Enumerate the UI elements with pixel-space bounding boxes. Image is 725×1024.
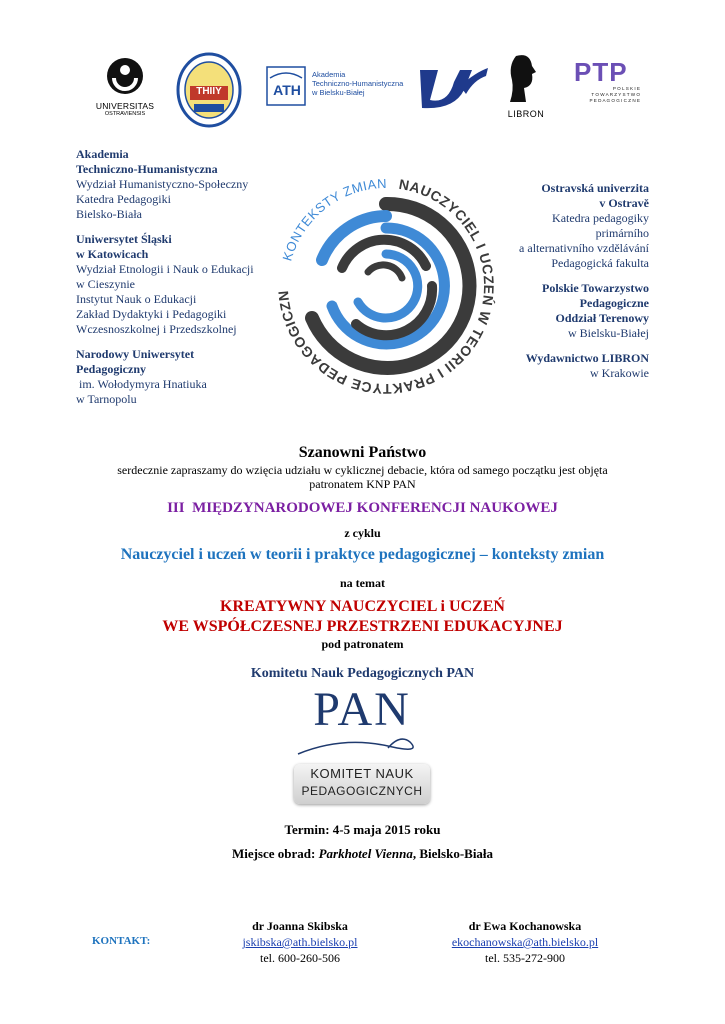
right-org1-name2: v Ostravě (599, 196, 649, 210)
patronage-label: pod patronatem (321, 637, 404, 651)
contact-1-tel: tel. 600-260-506 (260, 951, 340, 965)
logo-tnpu (176, 52, 242, 128)
contact-person-2 (420, 918, 630, 966)
right-org2-name: Polskie Towarzystwo (541, 281, 649, 295)
committee-name: Komitetu Nauk Pedagogicznych PAN (250, 666, 475, 681)
right-org1-line: primárního (595, 226, 649, 240)
pan-logo-mark: PAN (313, 683, 411, 736)
right-org2-line: w Bielsku-Białej (568, 326, 649, 340)
invite-line2: patronatem KNP PAN (309, 477, 416, 491)
contact-1-email[interactable]: jskibska@ath.bielsko.pl (242, 935, 358, 949)
pan-swash-icon (292, 732, 432, 762)
logo-ath (266, 66, 416, 106)
contact-label: KONTAKT: (92, 935, 151, 947)
conference-emblem (276, 176, 496, 396)
contact-person-1 (200, 918, 400, 966)
emblem-ring-text: NAUCZYCIEL I UCZEŃ W TEORII I PRAKTYCE PEDAGOGICZN (276, 176, 496, 396)
libron-head-icon (502, 52, 550, 104)
uo-name: UNIVERSITAS (95, 101, 155, 111)
conference-title: III MIĘDZYNARODOWEJ KONFERENCJI NAUKOWEJ (167, 500, 558, 516)
contact-1-name: dr Joanna Skibska (252, 919, 348, 933)
uo-emblem-icon (92, 56, 158, 96)
right-org2-name3: Oddział Terenowy (555, 311, 649, 325)
left-org2-name2: w Katowicach (76, 247, 149, 261)
left-org2-line: Zakład Dydaktyki i Pedagogiki (76, 307, 227, 321)
left-org2-line: Wydział Etnologii i Nauk o Edukacji (76, 262, 254, 276)
greeting: Szanowni Państwo (298, 444, 427, 461)
ptp-mark: PTP (574, 57, 628, 87)
us-swoosh-icon (414, 62, 492, 112)
left-organizers (76, 147, 276, 407)
left-org2-line: w Cieszynie (76, 277, 135, 291)
left-org1-line: Bielsko-Biała (76, 207, 142, 221)
left-org2-name: Uniwersytet Śląski (76, 232, 172, 246)
venue (0, 846, 725, 862)
left-org3-line: w Tarnopolu (76, 392, 137, 406)
left-org1-line: Wydział Humanistyczno-Społeczny (76, 177, 249, 191)
right-org1-name: Ostravská univerzita (541, 181, 649, 195)
left-org1-line: Katedra Pedagogiki (76, 192, 171, 206)
left-org1-name2: Techniczno-Humanistyczna (76, 162, 218, 176)
emblem-ring-text2: KONTEKSTY ZMIAN (279, 176, 388, 263)
logo-universitas-ostraviensis (92, 56, 158, 116)
venue-label: Miejsce obrad: (231, 846, 319, 861)
contact-2-name: dr Ewa Kochanowska (468, 919, 582, 933)
cycle-label: z cyklu (344, 526, 381, 540)
right-org2-name2: Pedagogiczne (579, 296, 649, 310)
left-org3-name2: Pedagogiczny (76, 362, 146, 376)
ptp-text: P O L S K I E T O W A R Z Y S T W O P E D A G O G I C Z N E (589, 86, 640, 103)
left-org2-line: Wczesnoszkolnej i Przedszkolnej (76, 322, 237, 336)
uo-sub: OSTRAVIENSIS (104, 111, 146, 117)
left-org2-line: Instytut Nauk o Edukacji (76, 292, 197, 306)
right-org3-name: Wydawnictwo LIBRON (525, 351, 649, 365)
logo-us-silesia (414, 62, 492, 112)
logo-ptp (574, 58, 646, 118)
right-org1-line: a alternativního vzdělávání (519, 241, 649, 255)
contact-2-tel: tel. 535-272-900 (485, 951, 565, 965)
contact-2-email[interactable]: ekochanowska@ath.bielsko.pl (451, 935, 599, 949)
term: Termin: 4-5 maja 2015 roku (284, 822, 441, 837)
venue-name: Parkhotel Vienna (318, 846, 413, 861)
venue-city: , Bielsko-Biała (412, 846, 494, 861)
left-org3-line: im. Wołodymyra Hnatiuka (76, 377, 207, 391)
right-org1-line: Pedagogická fakulta (551, 256, 649, 270)
pan-sub1: KOMITET NAUK (310, 766, 414, 781)
pan-sub2: PEDAGOGICZNYCH (301, 784, 423, 798)
libron-name: LIBRON (507, 109, 545, 119)
right-org1-line: Katedra pedagogiky (552, 211, 649, 225)
ath-text: Akademia Techniczno-Humanistyczna w Bielsku-Białej (312, 70, 404, 97)
topic-label: na temat (340, 576, 385, 590)
emblem-rings-icon (276, 176, 496, 396)
right-org3-line: w Krakowie (590, 366, 649, 380)
tnpu-mark: THIIY (196, 86, 222, 97)
topic-line1: KREATYWNY NAUCZYCIEL i UCZEŃ (220, 598, 505, 615)
pan-logo (292, 682, 432, 806)
logo-libron (502, 52, 550, 118)
topic-line2: WE WSPÓŁCZESNEJ PRZESTRZENI EDUKACYJNEJ (162, 618, 563, 635)
left-org1-name: Akademia (76, 147, 129, 161)
series-title: Nauczyciel i uczeń w teorii i praktyce pedagogicznej – konteksty zmian (120, 546, 605, 563)
left-org3-name: Narodowy Uniwersytet (76, 347, 195, 361)
ath-mark: ATH (273, 82, 301, 98)
invite-line1: serdecznie zapraszamy do wzięcia udziału w cyklicznej debacie, która od samego początku jest objęta (117, 463, 608, 477)
